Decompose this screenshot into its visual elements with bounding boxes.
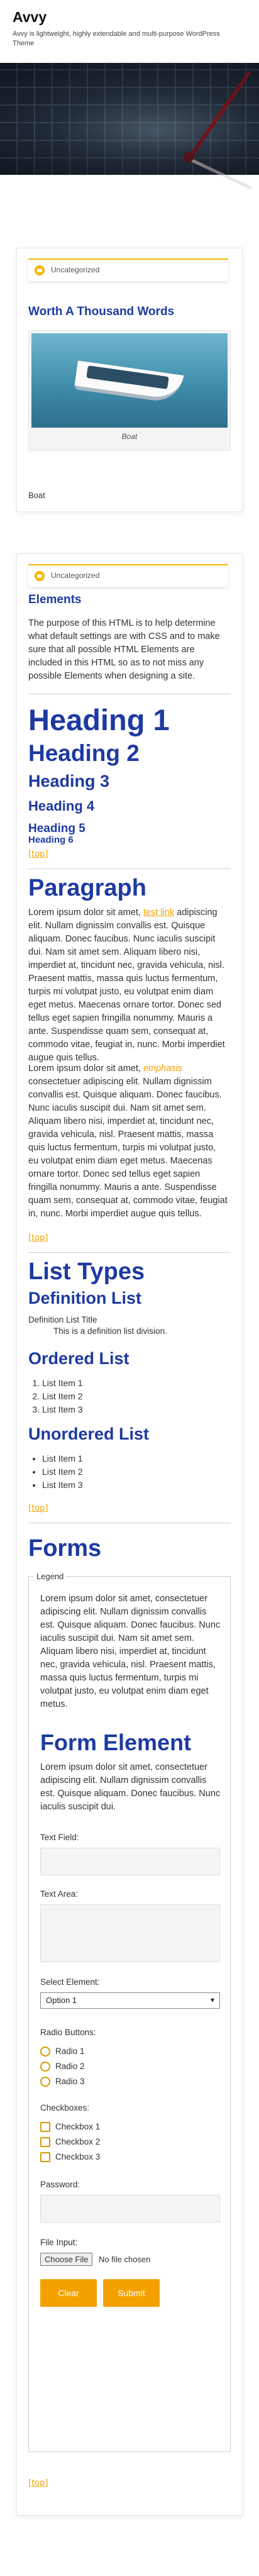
- category-bar: [28, 258, 228, 281]
- intro-text: The purpose of this HTML is to help determine what default settings are with CSS and to make sure that all possible HTML Elements are included in this HTML so as to not miss any possible Elements when designing a site.: [28, 618, 220, 681]
- file-input[interactable]: [40, 2253, 150, 2266]
- checkbox-option-label: Checkbox 3: [55, 2152, 101, 2162]
- forms-heading: Forms: [28, 1535, 102, 1562]
- legend-text: Lorem ipsum dolor sit amet, consectetuer adipiscing elit. Nullam dignissim convallis est. Quisque aliquam. Donec faucibus. Nunc iaculis suscipit dui. Nam sit amet sem. Aliquam libero nisi, imperdiet at, tincidunt nec, gravida vehicula, nisl. Praesent mattis, massa quis luctus fermentum, turpis mi volutpat justo, eu volutpat enim diam eget metus.: [40, 1594, 221, 1709]
- text-field[interactable]: [40, 1848, 220, 1875]
- list-item: 1. List Item 1: [42, 1377, 83, 1390]
- category-link[interactable]: Uncategorized: [51, 265, 100, 274]
- unordered-list: [28, 1452, 83, 1492]
- category-bar: [28, 564, 228, 587]
- figure-caption: Boat: [121, 432, 138, 441]
- text-area[interactable]: [40, 1904, 220, 1962]
- radio-option-label: Radio 2: [55, 2062, 85, 2071]
- ordered-list-heading: Ordered List: [28, 1349, 130, 1368]
- select-element[interactable]: [40, 1992, 220, 2009]
- choose-file-button[interactable]: Choose File: [40, 2253, 92, 2266]
- heading-3: Heading 3: [28, 772, 110, 791]
- unordered-list-heading: Unordered List: [28, 1424, 150, 1443]
- list-types-heading: List Types: [28, 1258, 145, 1285]
- post-card: [16, 248, 243, 512]
- breadcrumb: [97, 179, 164, 199]
- paragraph-1: Lorem ipsum dolor sit amet, test link adipiscing elit. Nullam dignissim convallis est. Quisque aliquam. Donec faucibus. Nunc iaculis suscipit dui. Nam sit amet sem. Aliquam libero nisi, imperdiet at, tincidunt nec, gravida vehicula, nisl. Praesent mattis, massa quis luctus fermentum, turpis mi volutpat justo, eu volutpat enim diam eget metus. Maecenas ornare tortor. Donec sed tellus eget sapien fringilla nonummy. Mauris a ante. Suspendisse quam sem, consequat at, commodo vitae, feugiat in, nunc. Morbi imperdiet augue quis tellus.: [28, 908, 225, 1063]
- list-item: • List Item 1: [42, 1452, 83, 1465]
- heading-5: Heading 5: [28, 822, 85, 835]
- post-excerpt: Boat: [28, 491, 45, 500]
- select-value: Option 1: [46, 1996, 77, 2005]
- post-figure: [28, 330, 231, 451]
- site-description: Avvy is lightweight, highly extendable and multi-purpose WordPress Theme: [13, 30, 220, 47]
- definition-term: Definition List Title: [28, 1315, 97, 1324]
- top-link[interactable]: [top]: [28, 2479, 48, 2488]
- post-title[interactable]: Worth A Thousand Words: [28, 305, 175, 318]
- radio-button[interactable]: [40, 2077, 50, 2087]
- site-header: [0, 0, 259, 63]
- post-card: [16, 553, 243, 2516]
- breadcrumb-separator: /: [143, 184, 146, 193]
- folder-icon: [35, 571, 45, 581]
- list-item: 2. List Item 2: [42, 1390, 83, 1403]
- paragraph-heading: Paragraph: [28, 875, 146, 901]
- form-fieldset: [28, 1572, 231, 2452]
- text-area-label: Text Area:: [40, 1889, 79, 1899]
- form-text: Lorem ipsum dolor sit amet, consectetuer adipiscing elit. Nullam dignissim convallis est. Quisque aliquam. Donec faucibus. Nunc iaculis suscipit dui.: [40, 1762, 221, 1812]
- password-field[interactable]: [40, 2195, 220, 2223]
- post-title[interactable]: Elements: [28, 593, 82, 606]
- boat-image: [31, 333, 228, 428]
- ordered-list: [28, 1377, 83, 1416]
- checkbox-label: Checkboxes:: [40, 2103, 90, 2112]
- form-element-heading: Form Element: [40, 1729, 192, 1755]
- select-label: Select Element:: [40, 1977, 100, 1987]
- site-title[interactable]: Avvy: [13, 9, 47, 25]
- checkbox-option-label: Checkbox 1: [55, 2122, 101, 2131]
- heading-2: Heading 2: [28, 740, 140, 766]
- folder-icon: [35, 265, 45, 275]
- password-label: Password:: [40, 2180, 80, 2189]
- checkbox[interactable]: [40, 2122, 50, 2132]
- radio-option-label: Radio 1: [55, 2046, 85, 2056]
- fieldset-legend: Legend: [36, 1572, 64, 1581]
- breadcrumb-home[interactable]: Home: [116, 184, 138, 193]
- clear-button[interactable]: Clear: [40, 2279, 97, 2307]
- radio-button[interactable]: [40, 2062, 50, 2072]
- submit-button[interactable]: Submit: [103, 2279, 160, 2307]
- category-link[interactable]: Uncategorized: [51, 571, 100, 580]
- radio-button[interactable]: [40, 2046, 50, 2057]
- list-item: 3. List Item 3: [42, 1403, 83, 1416]
- heading-1: Heading 1: [28, 703, 170, 736]
- text-field-label: Text Field:: [40, 1833, 79, 1842]
- file-label: File Input:: [40, 2238, 78, 2247]
- top-link[interactable]: [top]: [28, 1233, 48, 1243]
- radio-option-label: Radio 3: [55, 2077, 85, 2086]
- heading-4: Heading 4: [28, 798, 95, 814]
- test-link[interactable]: test link: [143, 908, 175, 918]
- emphasis-text: emphasis: [143, 1063, 182, 1074]
- hero-banner: [0, 63, 259, 193]
- top-link[interactable]: [top]: [28, 1504, 48, 1513]
- radio-label: Radio Buttons:: [40, 2028, 96, 2037]
- definition-list-heading: Definition List: [28, 1289, 141, 1307]
- list-item: • List Item 2: [42, 1465, 83, 1479]
- checkbox[interactable]: [40, 2137, 50, 2147]
- checkbox-option-label: Checkbox 2: [55, 2137, 101, 2146]
- paragraph-2: Lorem ipsum dolor sit amet, emphasis consectetuer adipiscing elit. Nullam dignissim convallis est. Quisque aliquam. Donec faucibus. Nunc iaculis suscipit dui. Nam sit amet sem. Aliquam libero nisi, imperdiet at, tincidunt nec, gravida vehicula, nisl. Praesent mattis, massa quis luctus fermentum, turpis mi volutpat justo, eu volutpat enim diam eget metus. Maecenas ornare tortor. Donec sed tellus eget sapien fringilla nonummy. Mauris a ante. Suspendisse quam sem, consequat at, commodo vitae, feugiat in, nunc. Morbi imperdiet augue quis tellus.: [28, 1063, 228, 1219]
- definition-description: This is a definition list division.: [53, 1326, 167, 1336]
- heading-6: Heading 6: [28, 835, 74, 845]
- file-status: No file chosen: [99, 2255, 151, 2264]
- top-link[interactable]: [top]: [28, 850, 48, 859]
- list-item: • List Item 3: [42, 1479, 83, 1492]
- chevron-down-icon: ▾: [210, 1996, 214, 2004]
- divider: [28, 1252, 231, 1253]
- checkbox[interactable]: [40, 2152, 50, 2162]
